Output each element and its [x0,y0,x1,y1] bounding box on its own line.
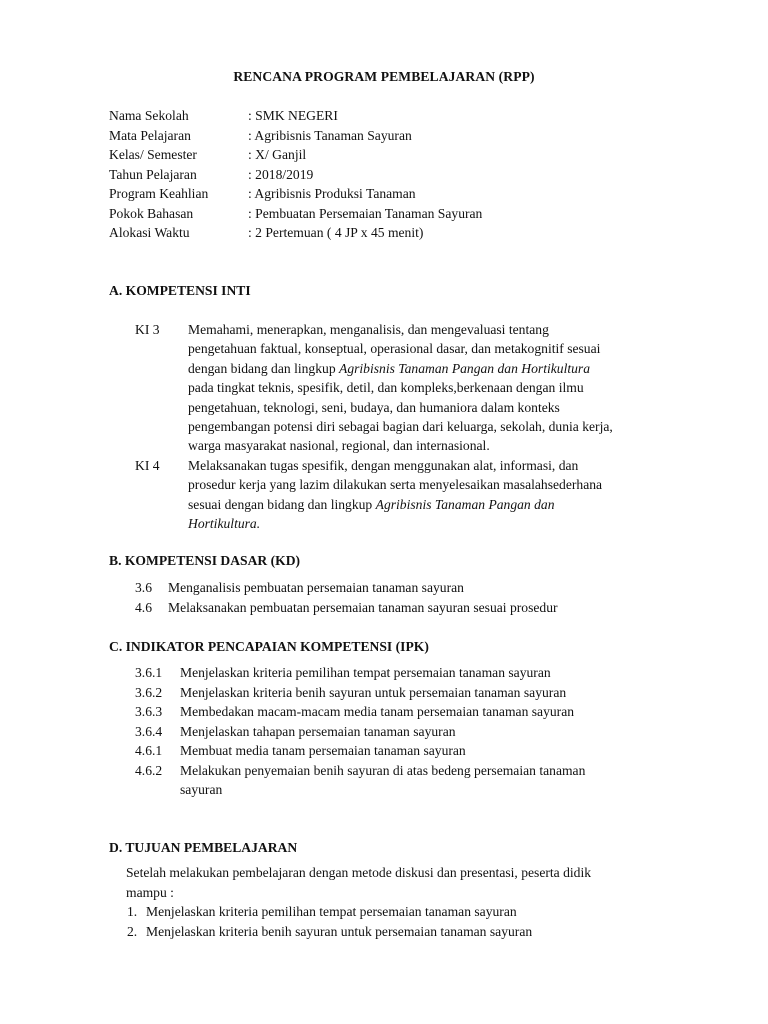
identity-value: : 2018/2019 [248,166,314,182]
text-line: Melaksanakan tugas spesifik, dengan menggunakan alat, informasi, dan [188,458,579,473]
identity-label: Kelas/ Semester [109,147,197,162]
text-line: Memahami, menerapkan, menganalisis, dan mengevaluasi tentang [188,322,549,337]
identity-label: Tahun Pelajaran [109,166,197,182]
ki4-text [188,456,688,534]
item-text: Menjelaskan tahapan persemaian tanaman sayuran [180,723,456,739]
item-text: Menjelaskan kriteria pemilihan tempat persemaian tanaman sayuran [180,665,551,680]
identity-value: : Agribisnis Tanaman Sayuran [248,127,412,143]
item-text: Melaksanakan pembuatan persemaian tanaman sayuran sesuai prosedur [168,599,558,615]
item-number: 4.6.2 [135,762,163,778]
text-line [188,359,688,378]
item-text: Menganalisis pembuatan persemaian tanaman sayuran [168,580,464,595]
section-b-heading: B. KOMPETENSI DASAR (KD) [109,553,301,568]
item-text: Membuat media tanam persemaian tanaman sayuran [180,743,466,758]
section-c-heading: C. INDIKATOR PENCAPAIAN KOMPETENSI (IPK) [109,639,429,654]
item-number: 2. [127,923,138,939]
identity-value: : X/ Ganjil [248,147,307,162]
item-text: Membedakan macam-macam media tanam persemaian tanaman sayuran [180,704,575,719]
objective-intro: Setelah melakukan pembelajaran dengan metode diskusi dan presentasi, peserta didik [126,865,592,880]
item-number: 3.6.4 [135,723,163,739]
section-a-heading: A. KOMPETENSI INTI [109,283,251,298]
italic-term: Agribisnis Tanaman Pangan dan Hortikultura [339,360,591,376]
identity-value: : Pembuatan Persemaian Tanaman Sayuran [248,205,483,221]
text-line: pada tingkat teknis, spesifik, detil, dan kompleks,berkenaan dengan ilmu [188,380,584,396]
section-d-heading: D. TUJUAN PEMBELAJARAN [109,840,298,855]
item-number: 3.6 [135,580,152,595]
identity-value: : 2 Pertemuan ( 4 JP x 45 menit) [248,225,424,240]
item-text: Menjelaskan kriteria benih sayuran untuk persemaian tanaman sayuran [146,923,533,939]
text-segment: dengan bidang dan lingkup [188,360,340,376]
identity-label: Alokasi Waktu [109,225,190,240]
text-segment: sesuai dengan bidang dan lingkup [188,496,376,512]
item-number: 3.6.1 [135,665,163,680]
document-title: RENCANA PROGRAM PEMBELAJARAN (RPP) [233,69,535,84]
identity-label: Nama Sekolah [109,108,189,123]
text-line: pengembangan potensi diri sebagai bagian dari keluarga, sekolah, dunia kerja, [188,419,613,435]
item-number: 4.6 [135,599,152,615]
item-number: 1. [127,904,138,919]
ki3-code: KI 3 [135,322,160,337]
text-line [188,514,688,533]
identity-value: : Agribisnis Produksi Tanaman [248,186,416,201]
item-number: 3.6.2 [135,684,163,700]
identity-label: Program Keahlian [109,186,209,201]
identity-label: Mata Pelajaran [109,127,191,143]
item-number: 4.6.1 [135,743,163,758]
italic-term: Agribisnis Tanaman Pangan dan [375,496,555,512]
ki3-text [188,320,688,456]
item-text: Melakukan penyemaian benih sayuran di atas bedeng persemaian tanaman [180,762,586,778]
text-line: pengetahuan faktual, konseptual, operasional dasar, dan metakognitif sesuai [188,341,601,357]
italic-term: Hortikultura. [188,516,261,532]
item-text: Menjelaskan kriteria benih sayuran untuk persemaian tanaman sayuran [180,684,567,700]
text-line: warga masyarakat nasional, regional, dan internasional. [188,438,490,454]
identity-label: Pokok Bahasan [109,205,194,221]
item-text: Menjelaskan kriteria pemilihan tempat persemaian tanaman sayuran [146,904,517,919]
item-text: sayuran [180,782,223,797]
text-line: prosedur kerja yang lazim dilakukan serta menyelesaikan masalahsederhana [188,477,603,493]
objective-intro-cont: mampu : [126,884,174,900]
identity-value: : SMK NEGERI [248,108,338,123]
ki4-code: KI 4 [135,458,160,473]
text-line [188,495,688,514]
item-number: 3.6.3 [135,704,163,719]
text-line: pengetahuan, teknologi, seni, budaya, dan humaniora dalam konteks [188,399,560,415]
